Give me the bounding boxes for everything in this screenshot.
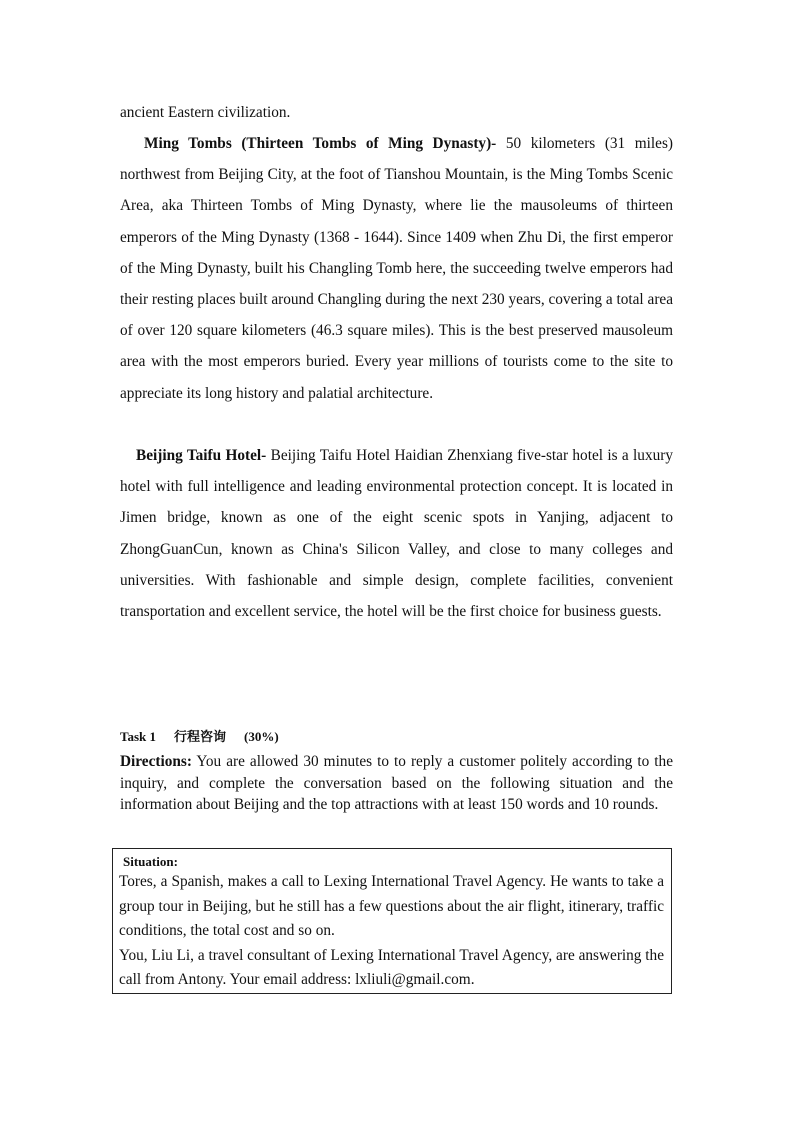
ming-tombs-paragraph xyxy=(120,128,673,409)
taifu-hotel-body: Beijing Taifu Hotel Haidian Zhenxiang five-star hotel is a luxury hotel with full intelligence and leading environmental protection concept. It is located in Jimen bridge, known as one of the eight scenic spots in Yanjing, adjacent to ZhongGuanCun, known as China's Silicon Valley, and close to many colleges and universities. With fashionable and simple design, complete facilities, convenient transportation and excellent service, the hotel will be the first choice for business guests. xyxy=(120,447,673,621)
situation-title: Situation: xyxy=(123,854,178,869)
taifu-hotel-paragraph xyxy=(120,440,673,627)
situation-box xyxy=(112,848,672,994)
ming-tombs-body: 50 kilometers (31 miles) northwest from Beijing City, at the foot of Tianshou Mountain, is the Ming Tombs Scenic Area, aka Thirteen Tombs of Ming Dynasty, where lie the mausoleums of thirteen emperors of the Ming Dynasty (1368 - 1644). Since 1409 when Zhu Di, the first emperor of the Ming Dynasty, built his Changling Tomb here, the succeeding twelve emperors had their resting places built around Changling during the next 230 years, covering a total area of over 120 square kilometers (46.3 square miles). This is the best preserved mausoleum area with the most emperors buried. Every year millions of tourists come to the site to appreciate its long history and palatial architecture. xyxy=(120,135,673,402)
task-label: Task 1 xyxy=(120,729,157,744)
ming-tombs-title: Ming Tombs (Thirteen Tombs of Ming Dynasty)- xyxy=(144,135,497,152)
task-weight: (30%) xyxy=(244,729,279,744)
taifu-hotel-title: Beijing Taifu Hotel- xyxy=(136,447,267,464)
situation-paragraph-2: You, Liu Li, a travel consultant of Lexing International Travel Agency, are answering the call from Antony. Your email address: lxliuli@gmail.com. xyxy=(119,946,664,989)
task-name: 行程咨询 xyxy=(174,730,227,745)
directions-label: Directions: xyxy=(120,753,192,770)
directions-paragraph xyxy=(120,751,673,816)
directions-body: You are allowed 30 minutes to to reply a customer politely according to the inquiry, and complete the conversation based on the following situation and the information about Beijing and the top attractions with at least 150 words and 10 rounds. xyxy=(120,753,673,813)
intro-tail-text: ancient Eastern civilization. xyxy=(120,104,291,121)
task-heading xyxy=(120,726,279,745)
situation-paragraph-1: Tores, a Spanish, makes a call to Lexing International Travel Agency. He wants to take a group tour in Beijing, but he still has a few questions about the air flight, itinerary, traffic conditions, the total cost and so on. xyxy=(119,873,664,940)
